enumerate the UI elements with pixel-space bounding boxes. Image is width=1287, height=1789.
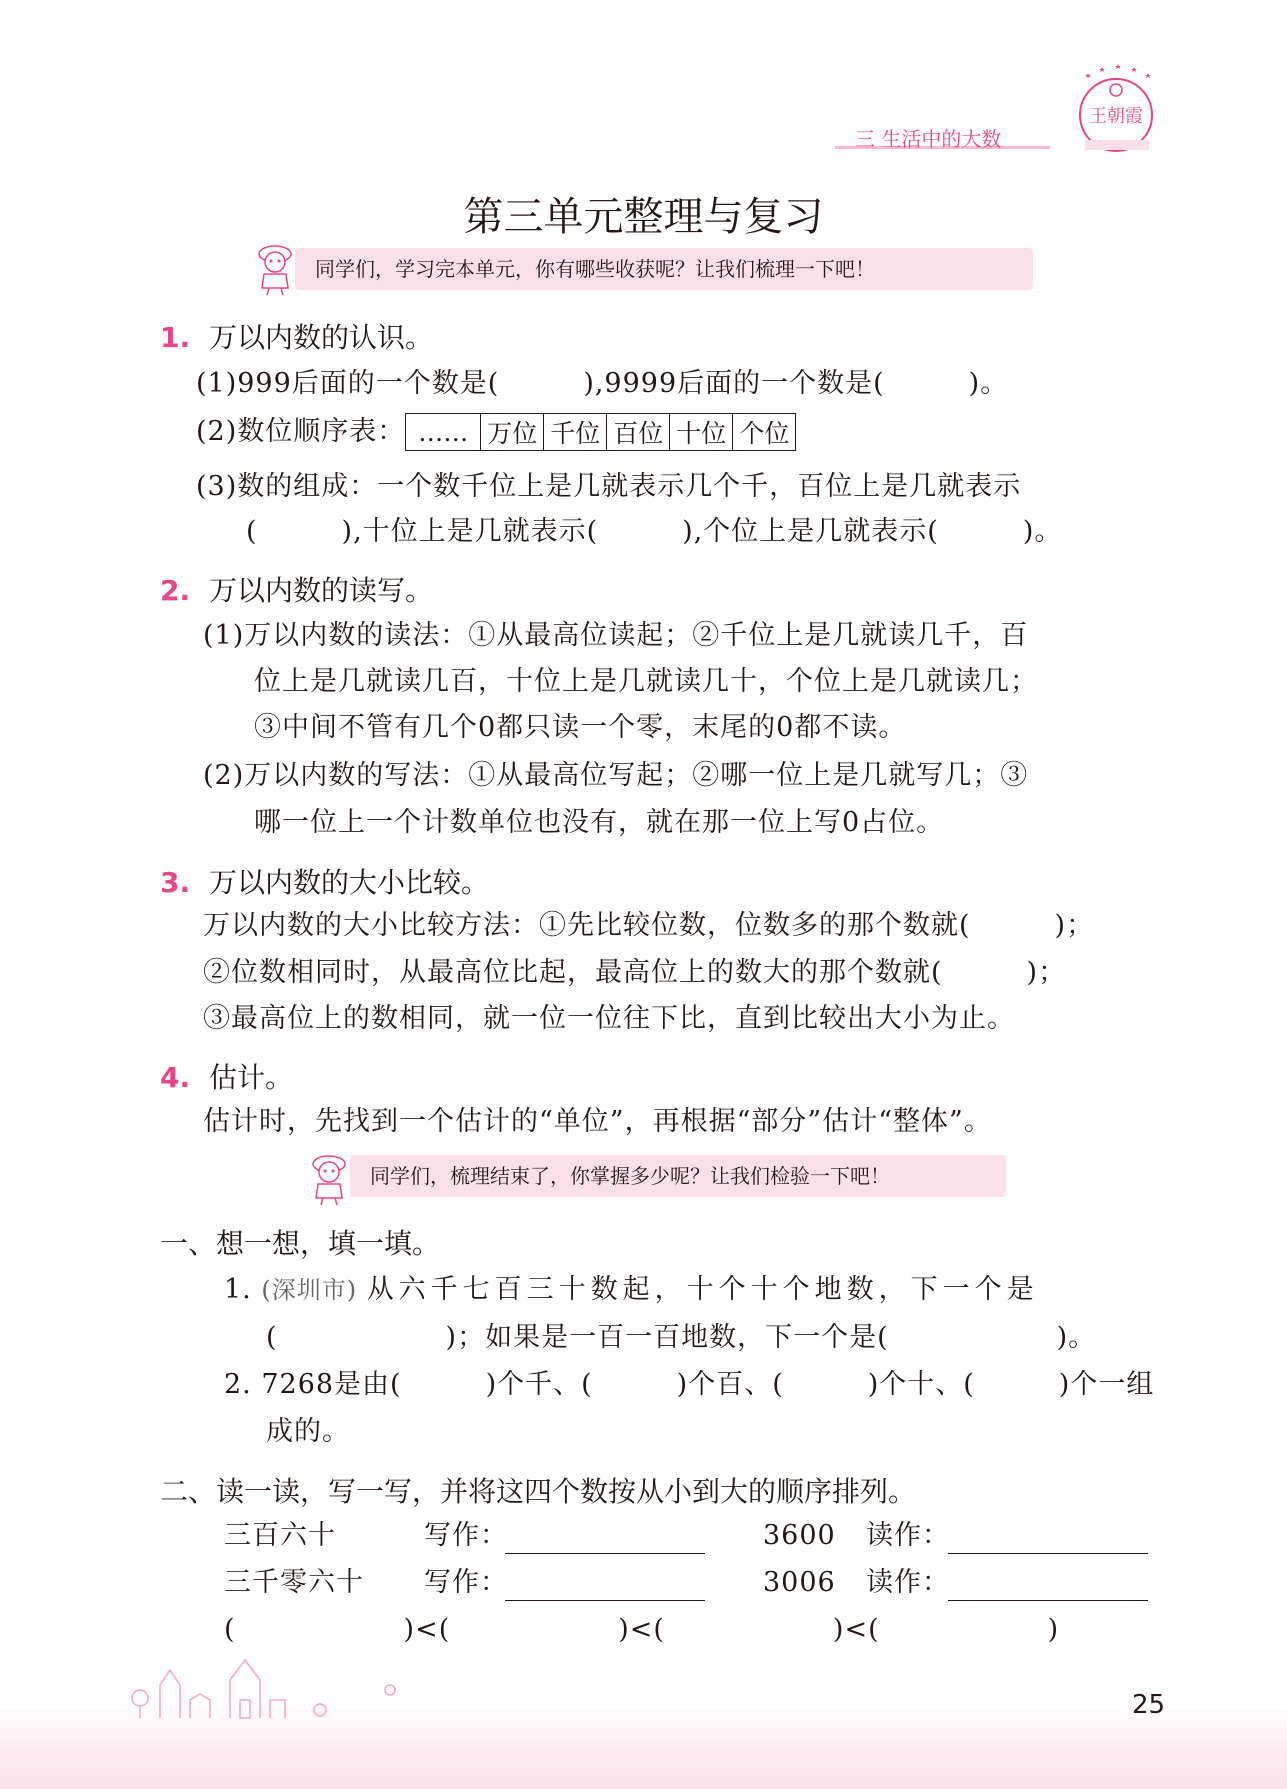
p1-q1-line2: ( )；如果是一百一百地数，下一个是( )。: [266, 1322, 1097, 1353]
place-value-cell: 个位: [733, 414, 796, 451]
s1-line3a: (3)数的组成：一个数千位上是几就表示几个千，百位上是几就表示: [196, 471, 1022, 502]
place-value-cell: ……: [406, 414, 481, 451]
place-value-label: (2)数位顺序表：: [196, 416, 406, 447]
section-heading: 万以内数的读写。: [209, 574, 434, 607]
place-value-cell: 百位: [607, 414, 670, 451]
section-number: 4.: [160, 1061, 191, 1094]
s3-line2: ②位数相同时，从最高位比起，最高位上的数大的那个数就( )；: [203, 957, 1067, 988]
s1-line3b: ( ),十位上是几就表示( ),个位上是几就表示( )。: [246, 516, 1063, 547]
s1-line1: (1)999后面的一个数是( ),9999后面的一个数是( )。: [196, 368, 1009, 399]
section-number: 1.: [160, 321, 191, 354]
question-number: 1.: [224, 1274, 252, 1305]
logo-text: 王朝霞: [1089, 106, 1143, 127]
place-value-cell: 万位: [481, 414, 544, 451]
place-value-cell: 十位: [670, 414, 733, 451]
s2-line2b: 哪一位上一个计数单位也没有，就在那一位上写0占位。: [254, 807, 945, 838]
read-answer-line[interactable]: [948, 1600, 1148, 1601]
practice-banner: 同学们，梳理结束了，你掌握多少呢？让我们检验一下吧！: [350, 1155, 1006, 1197]
section-number: 3.: [160, 866, 191, 899]
section-1-title: [160, 320, 433, 356]
intro-banner: 同学们，学习完本单元，你有哪些收获呢？让我们梳理一下吧！: [295, 248, 1033, 290]
section-2-title: [160, 573, 433, 609]
section-heading: 万以内数的大小比较。: [209, 866, 490, 899]
p1-q2-line1: 2. 7268是由( )个千、( )个百、( )个十、( )个一组: [224, 1369, 1155, 1400]
write-answer-line[interactable]: [505, 1600, 705, 1601]
place-value-cell: 千位: [544, 414, 607, 451]
section-number: 2.: [160, 574, 191, 607]
s2-line1b: 位上是几就读几百，十位上是几就读几十，个位上是几就读几；: [254, 666, 1038, 697]
row1-write-label: 写作：: [424, 1520, 508, 1551]
p1-q1-line1: [224, 1272, 1039, 1308]
section-heading: 估计。: [209, 1061, 294, 1094]
row2-number-words: 三千零六十: [224, 1567, 364, 1598]
s3-line3: ③最高位上的数相同，就一位一位往下比，直到比较出大小为止。: [203, 1003, 1015, 1034]
region-tag: (深圳市): [261, 1276, 358, 1304]
row1-number: 3600: [763, 1520, 836, 1551]
write-answer-line[interactable]: [505, 1553, 705, 1554]
place-value-table: [405, 413, 796, 451]
brand-logo: [1073, 60, 1159, 160]
p1-q2-line2: 成的。: [266, 1416, 350, 1447]
s3-line1: 万以内数的大小比较方法：①先比较位数，位数多的那个数就( )；: [203, 910, 1095, 941]
section-heading: 万以内数的认识。: [209, 321, 434, 354]
s4-line1: 估计时，先找到一个估计的“单位”，再根据“部分”估计“整体”。: [203, 1106, 992, 1137]
section-4-title: [160, 1060, 293, 1096]
row1-number-words: 三百六十: [224, 1520, 336, 1551]
castle-decoration-icon: [120, 1650, 420, 1720]
cartoon-boy-icon: [306, 1150, 352, 1206]
order-blanks: ( )<( )<( )<( ): [224, 1614, 1060, 1645]
s2-line2a: (2)万以内数的写法：①从最高位写起；②哪一位上是几就写几；③: [203, 760, 1029, 791]
page-title: 第三单元整理与复习: [463, 194, 824, 240]
section-3-title: [160, 865, 489, 901]
page-number: 25: [1132, 1690, 1166, 1720]
s2-line1c: ③中间不管有几个0都只读一个零，末尾的0都不读。: [254, 712, 907, 743]
row2-write-label: 写作：: [424, 1567, 508, 1598]
question-text: 从六千七百三十数起，十个十个地数，下一个是: [366, 1274, 1039, 1305]
row1-read-label: 读作：: [866, 1520, 950, 1551]
place-value-row: [196, 413, 796, 451]
cartoon-boy-icon: [252, 240, 298, 296]
row2-read-label: 读作：: [866, 1567, 950, 1598]
read-answer-line[interactable]: [948, 1553, 1148, 1554]
chapter-label: 三 生活中的大数: [855, 127, 1002, 151]
row2-number: 3006: [763, 1567, 836, 1598]
part-1-title: 一、想一想，填一填。: [160, 1227, 441, 1260]
s2-line1a: (1)万以内数的读法：①从最高位读起；②千位上是几就读几千，百: [203, 620, 1029, 651]
part-2-title: 二、读一读，写一写，并将这四个数按从小到大的顺序排列。: [160, 1475, 917, 1508]
